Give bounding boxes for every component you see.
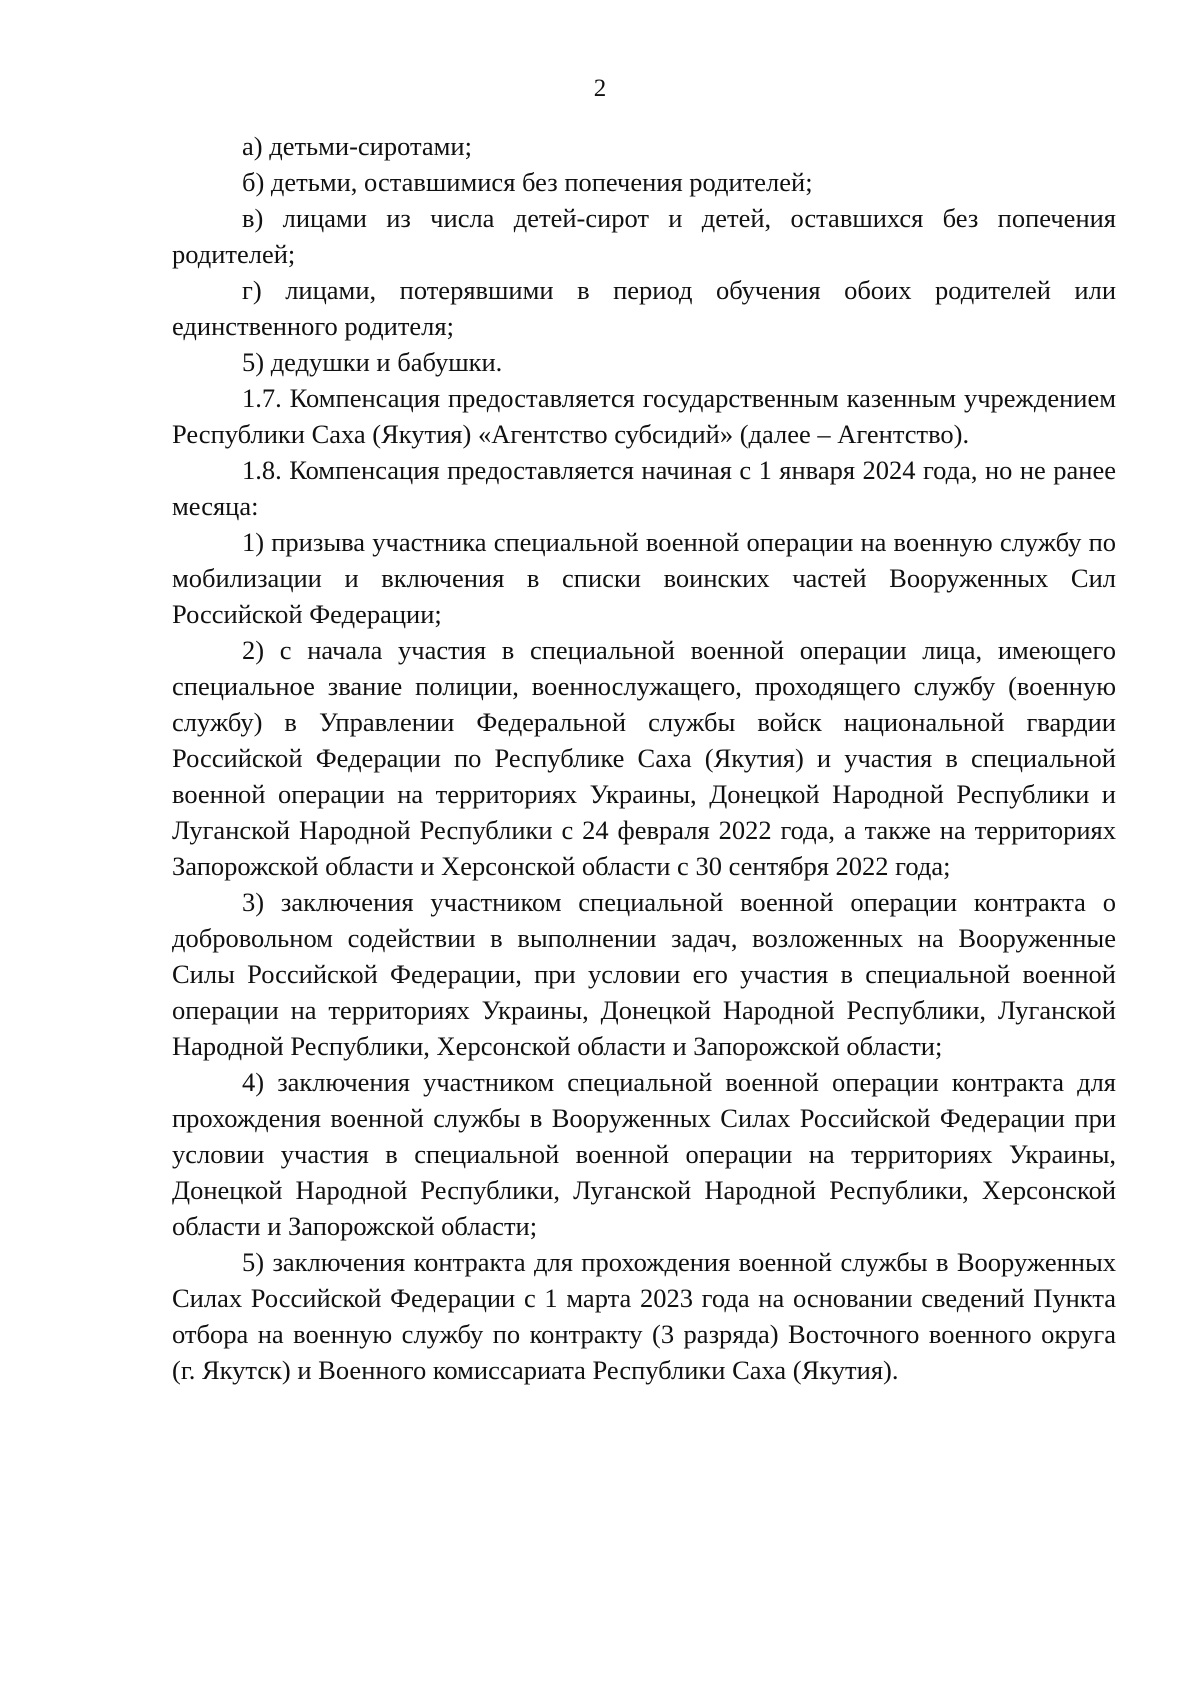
clause-1-8-item-3: 3) заключения участником специальной военной операции контракта о добровольном содействии в выполнении задач, возложенных на Вооруженные Силы Российской Федерации, при условии его участия в специальной военной операции на территориях Украины, Донецкой Народной Республики, Луганской Народной Республики, Херсонской области и Запорожской области;	[172, 887, 1116, 1061]
clause-1-8-item-1: 1) призыва участника специальной военной операции на военную службу по мобилизации и включения в списки воинских частей Вооруженных Сил Российской Федерации;	[172, 527, 1116, 629]
document-body	[172, 128, 1116, 1388]
clause-1-8-item-4: 4) заключения участником специальной военной операции контракта для прохождения военной службы в Вооруженных Силах Российской Федерации при условии участия в специальной военной операции на территориях Украины, Донецкой Народной Республики, Луганской Народной Республики, Херсонской области и Запорожской области;	[172, 1067, 1116, 1241]
list-item-orphans: а) детьми-сиротами;	[242, 131, 472, 161]
list-item-former-orphans: в) лицами из числа детей-сирот и детей, оставшихся без попечения родителей;	[172, 203, 1116, 269]
list-item-lost-parents: г) лицами, потерявшими в период обучения обоих родителей или единственного родителя;	[172, 275, 1116, 341]
page-number: 2	[593, 75, 607, 102]
clause-1-8-item-2: 2) с начала участия в специальной военной операции лица, имеющего специальное звание полиции, военнослужащего, проходящего службу (военную службу) в Управлении Федеральной службы войск национальной гвардии Российской Федерации по Республике Саха (Якутия) и участия в специальной военной операции на территориях Украины, Донецкой Народной Республики и Луганской Народной Республики с 24 февраля 2022 года, а также на территориях Запорожской области и Херсонской области с 30 сентября 2022 года;	[172, 635, 1116, 881]
list-item-grandparents: 5) дедушки и бабушки.	[242, 347, 503, 377]
clause-1-8-item-5: 5) заключения контракта для прохождения военной службы в Вооруженных Силах Российской Федерации с 1 марта 2023 года на основании сведений Пункта отбора на военную службу по контракту (3 разряда) Восточного военного округа (г. Якутск) и Военного комиссариата Республики Саха (Якутия).	[172, 1247, 1116, 1385]
list-item-without-parental-care: б) детьми, оставшимися без попечения родителей;	[242, 167, 813, 197]
clause-1-8: 1.8. Компенсация предоставляется начиная с 1 января 2024 года, но не ранее месяца:	[172, 455, 1116, 521]
clause-1-7: 1.7. Компенсация предоставляется государственным казенным учреждением Республики Саха (Якутия) «Агентство субсидий» (далее – Агентство).	[172, 383, 1116, 449]
